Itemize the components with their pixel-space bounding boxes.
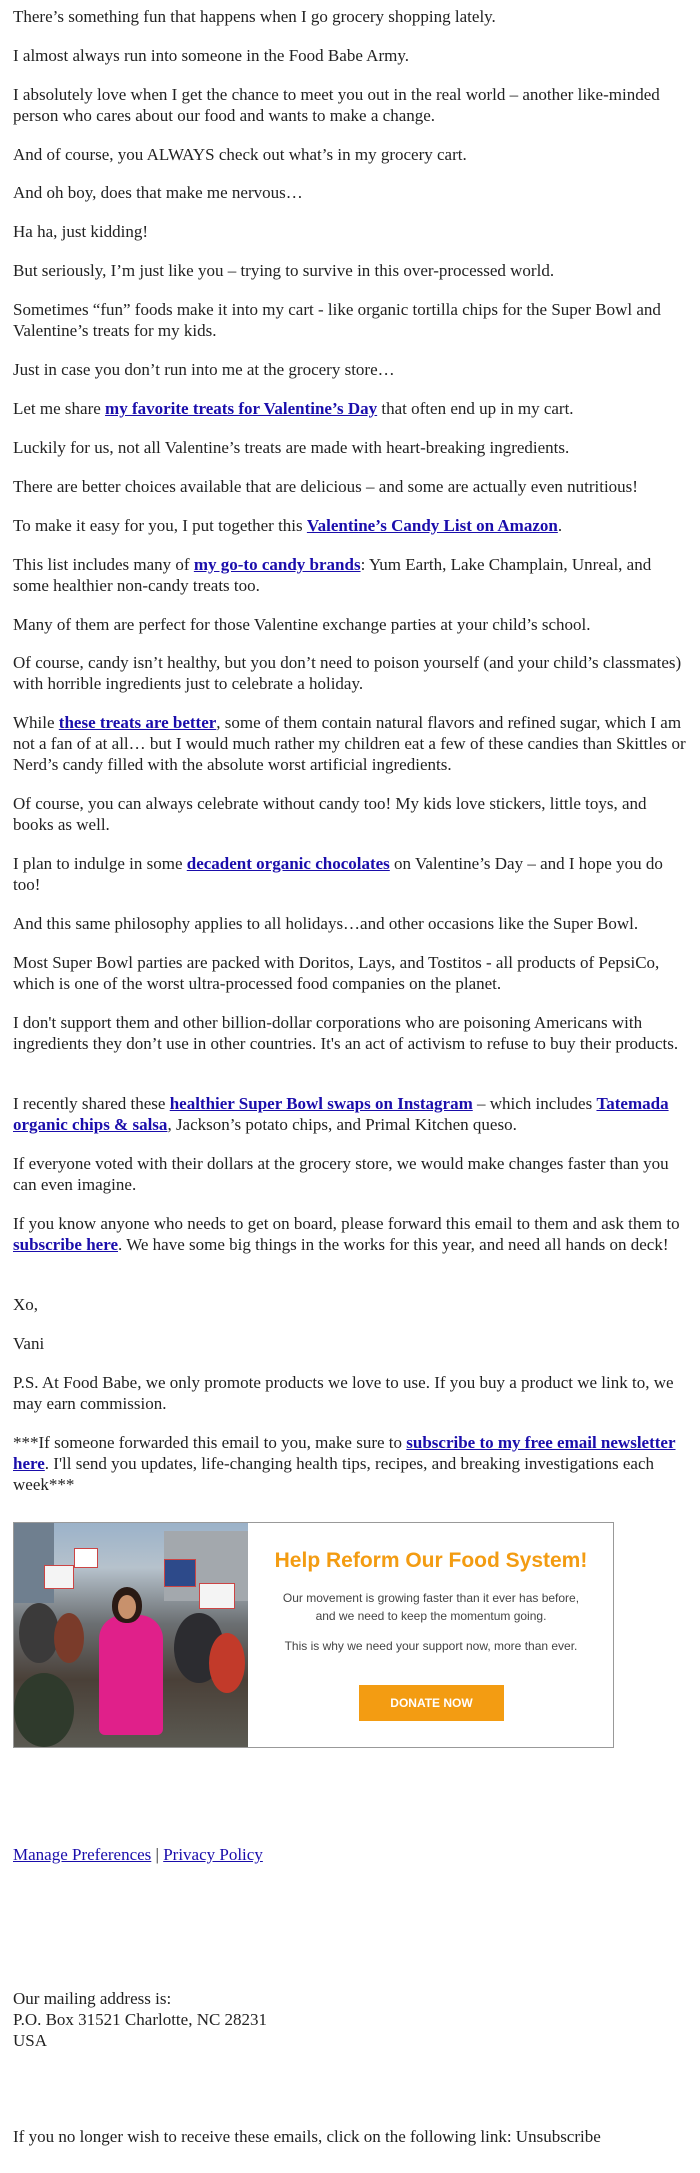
paragraph: There’s something fun that happens when I go grocery shopping lately.: [13, 7, 496, 26]
text: This list includes many of: [13, 555, 194, 574]
organic-chocolates-link[interactable]: decadent organic chocolates: [186, 854, 390, 873]
better-treats-link[interactable]: these treats are better: [58, 713, 217, 732]
paragraph: And of course, you ALWAYS check out what’s in my grocery cart.: [13, 145, 467, 164]
subscribe-here-link[interactable]: subscribe here: [13, 1235, 118, 1254]
valentines-treats-link[interactable]: my favorite treats for Valentine’s Day: [105, 399, 378, 418]
protest-sign: [199, 1583, 235, 1609]
crowd: [54, 1613, 84, 1663]
paragraph: Of course, you can always celebrate without candy too! My kids love stickers, little toys, and books as well.: [13, 794, 647, 834]
protest-sign: [164, 1559, 196, 1587]
privacy-policy-link[interactable]: Privacy Policy: [163, 1845, 263, 1864]
crowd: [14, 1673, 74, 1747]
text: . We have some big things in the works for this year, and need all hands on deck!: [118, 1235, 669, 1254]
rally-photo: [14, 1523, 248, 1747]
signoff: Xo,: [13, 1295, 39, 1314]
protest-sign: [44, 1565, 74, 1589]
candy-list-link[interactable]: Valentine’s Candy List on Amazon: [306, 516, 558, 535]
paragraph: If everyone voted with their dollars at the grocery store, we would make changes faster than you can even imagine.: [13, 1154, 669, 1194]
footer-links: [13, 1844, 689, 1865]
newsletter-subscribe-link[interactable]: subscribe to my free email newsletter here: [13, 1433, 676, 1473]
banner-text: This is why we need your support now, more than ever.: [284, 1639, 578, 1653]
candy-brands-link[interactable]: my go-to candy brands: [193, 555, 361, 574]
text: Let me share: [13, 399, 106, 418]
building: [14, 1523, 54, 1603]
donation-banner[interactable]: [13, 1522, 614, 1748]
paragraph: [13, 554, 689, 596]
paragraph: [13, 515, 689, 536]
text: that often end up in my cart.: [377, 399, 574, 418]
paragraph: And this same philosophy applies to all holidays…and other occasions like the Super Bowl.: [13, 914, 639, 933]
paragraph: Ha ha, just kidding!: [13, 222, 149, 241]
super-bowl-swaps-link[interactable]: healthier Super Bowl swaps on Instagram: [169, 1094, 473, 1113]
paragraph: [13, 398, 689, 419]
woman-face: [118, 1595, 136, 1619]
paragraph: [13, 712, 689, 775]
manage-preferences-link[interactable]: Manage Preferences: [13, 1845, 152, 1864]
text: ***If someone forwarded this email to you, make sure to: [13, 1433, 407, 1452]
text: If you know anyone who needs to get on board, please forward this email to them and ask them to: [13, 1214, 680, 1233]
woman-pink-coat: [99, 1615, 163, 1735]
mailing-address: P.O. Box 31521 Charlotte, NC 28231: [13, 2010, 268, 2029]
text: , Jackson’s potato chips, and Primal Kitchen queso.: [167, 1115, 517, 1134]
paragraph: [13, 1093, 689, 1135]
paragraph: [13, 1432, 689, 1495]
text: – which includes: [472, 1094, 597, 1113]
paragraph: I absolutely love when I get the chance to meet you out in the real world – another like-minded person who cares about our food and wants to make a change.: [13, 85, 660, 125]
text: on Valentine’s Day – and I hope you do too!: [13, 854, 663, 894]
paragraph: Of course, candy isn’t healthy, but you don’t need to poison yourself (and your child’s classmates) with horrible ingredients just to celebrate a holiday.: [13, 653, 682, 693]
donate-now-button[interactable]: DONATE NOW: [359, 1685, 504, 1721]
crowd: [19, 1603, 59, 1663]
tatemada-chips-link[interactable]: Tatemada organic chips & salsa: [13, 1094, 669, 1134]
text: I recently shared these: [13, 1094, 170, 1113]
text: . I'll send you updates, life-changing health tips, recipes, and breaking investigations each week***: [13, 1454, 655, 1494]
paragraph: I don't support them and other billion-dollar corporations who are poisoning Americans with ingredients they don’t use in other countries. It's an act of activism to refuse to buy their products.: [13, 1013, 679, 1053]
unsubscribe-notice[interactable]: If you no longer wish to receive these emails, click on the following link: Unsubscribe: [13, 2127, 601, 2146]
paragraph: Sometimes “fun” foods make it into my cart - like organic tortilla chips for the Super Bowl and Valentine’s treats for my kids.: [13, 300, 661, 340]
mailing-country: USA: [13, 2031, 48, 2050]
paragraph: Luckily for us, not all Valentine’s treats are made with heart-breaking ingredients.: [13, 438, 570, 457]
text: .: [557, 516, 563, 535]
signature: Vani: [13, 1334, 45, 1353]
paragraph: Just in case you don’t run into me at the grocery store…: [13, 360, 395, 379]
ps-note: P.S. At Food Babe, we only promote products we love to use. If you buy a product we link to, we may earn commission.: [13, 1373, 674, 1413]
paragraph: But seriously, I’m just like you – trying to survive in this over-processed world.: [13, 261, 555, 280]
text: I plan to indulge in some: [13, 854, 187, 873]
banner-title: Help Reform Our Food System!: [274, 1549, 588, 1572]
banner-text: Our movement is growing faster than it ever has before, and we need to keep the momentum going.: [282, 1591, 580, 1623]
text: , some of them contain natural flavors and refined sugar, which I am not a fan of at all… but I would much rather my children eat a few of these candies than Skittles or Nerd’s candy filled with the absolute worst artificial ingredients.: [13, 713, 686, 774]
mailing-label: Our mailing address is:: [13, 1989, 172, 2008]
paragraph: There are better choices available that are delicious – and some are actually even nutritious!: [13, 477, 638, 496]
paragraph: [13, 853, 689, 895]
paragraph: Most Super Bowl parties are packed with Doritos, Lays, and Tostitos - all products of PepsiCo, which is one of the worst ultra-processed food companies on the planet.: [13, 953, 660, 993]
paragraph: I almost always run into someone in the Food Babe Army.: [13, 46, 409, 65]
text: To make it easy for you, I put together this: [13, 516, 307, 535]
text: : Yum Earth, Lake Champlain, Unreal, and some healthier non-candy treats too.: [13, 555, 652, 595]
text: While: [13, 713, 59, 732]
paragraph: Many of them are perfect for those Valentine exchange parties at your child’s school.: [13, 615, 591, 634]
crowd: [209, 1633, 245, 1693]
separator: |: [155, 1845, 159, 1864]
protest-sign: [74, 1548, 98, 1568]
paragraph: [13, 1213, 689, 1255]
paragraph: And oh boy, does that make me nervous…: [13, 183, 303, 202]
